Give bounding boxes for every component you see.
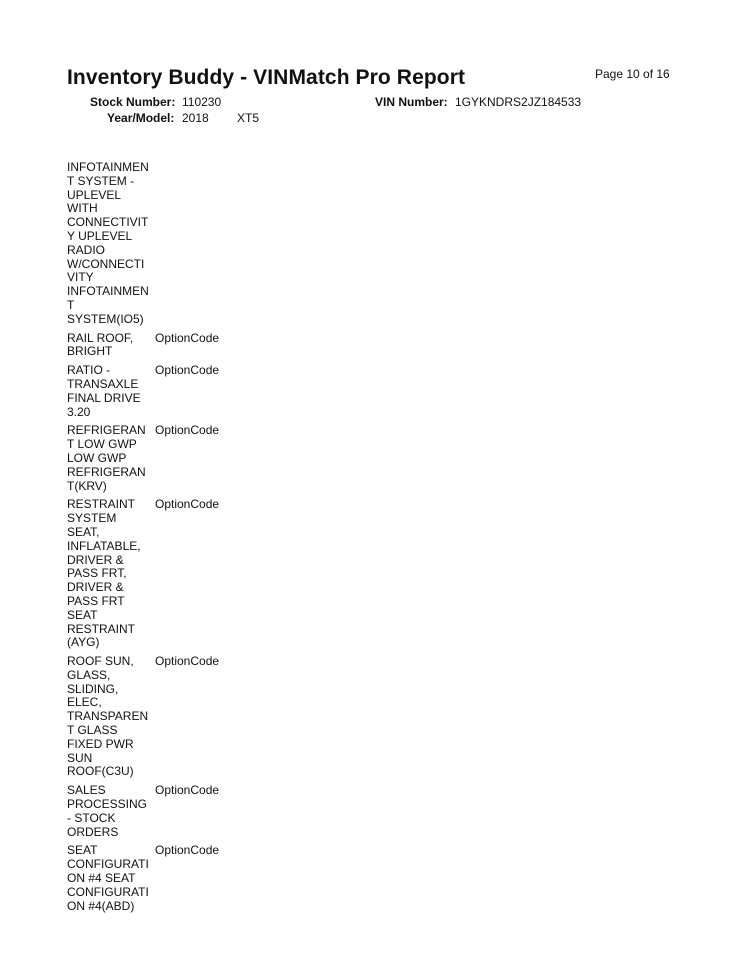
- option-type: OptionCode: [155, 783, 220, 798]
- option-type: OptionCode: [155, 363, 220, 378]
- option-type: OptionCode: [155, 843, 220, 858]
- option-description: REFRIGERAN T LOW GWP LOW GWP REFRIGERAN T(KRV): [67, 423, 146, 493]
- year-value: 2018: [182, 111, 209, 125]
- option-row: [67, 784, 267, 839]
- vin-label: VIN Number:: [375, 95, 448, 109]
- option-type: OptionCode: [155, 423, 220, 438]
- option-description: RATIO - TRANSAXLE FINAL DRIVE 3.20: [67, 363, 141, 419]
- vin-value: 1GYKNDRS2JZ184533: [455, 95, 582, 109]
- option-row: [67, 364, 267, 419]
- option-description: RESTRAINT SYSTEM SEAT, INFLATABLE, DRIVER & PASS FRT, DRIVER & PASS FRT SEAT RESTRAINT (AYG): [67, 497, 141, 650]
- option-row: [67, 424, 267, 493]
- year-model-label: Year/Model:: [107, 111, 175, 125]
- option-description: INFOTAINMEN T SYSTEM - UPLEVEL WITH CONNECTIVIT Y UPLEVEL RADIO W/CONNECTI VITY INFOTAINMEN T SYSTEM(IO5): [67, 160, 149, 326]
- option-type: OptionCode: [155, 654, 220, 669]
- option-row: [67, 161, 267, 327]
- option-list: [67, 161, 267, 918]
- page-number: Page 10 of 16: [595, 67, 670, 81]
- option-description: SALES PROCESSING - STOCK ORDERS: [67, 783, 148, 839]
- option-type: OptionCode: [155, 497, 220, 512]
- option-row: [67, 498, 267, 650]
- model-value: XT5: [237, 111, 260, 125]
- option-type: OptionCode: [155, 330, 220, 345]
- option-row: [67, 332, 267, 360]
- option-description: ROOF SUN, GLASS, SLIDING, ELEC, TRANSPAREN T GLASS FIXED PWR SUN ROOF(C3U): [67, 654, 149, 779]
- report-title: Inventory Buddy - VINMatch Pro Report: [67, 66, 466, 89]
- option-description: RAIL ROOF, BRIGHT: [67, 330, 134, 359]
- option-row: [67, 844, 267, 913]
- option-row: [67, 655, 267, 779]
- option-description: SEAT CONFIGURATI ON #4 SEAT CONFIGURATI ON #4(ABD): [67, 843, 149, 913]
- stock-number-label: Stock Number:: [90, 95, 176, 109]
- stock-number-value: 110230: [182, 95, 222, 109]
